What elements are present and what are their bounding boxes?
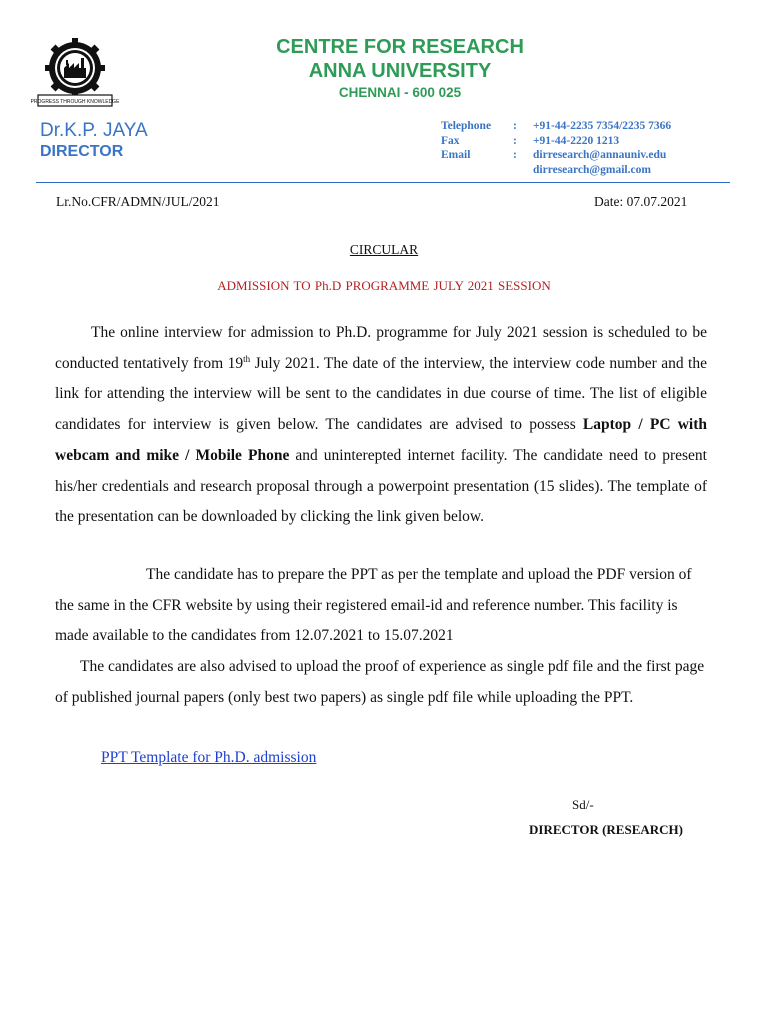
body-paragraph-1 xyxy=(55,318,707,533)
logo-motto: PROGRESS THROUGH KNOWLEDGE xyxy=(30,99,120,105)
contact-label: Email xyxy=(441,149,471,161)
contact-row-fax xyxy=(441,134,671,149)
university-title: ANNA UNIVERSITY xyxy=(308,60,492,82)
contact-label: Telephone xyxy=(441,120,492,132)
circular-heading: CIRCULAR xyxy=(349,242,419,257)
signatory-designation: DIRECTOR (RESEARCH) xyxy=(529,822,683,837)
circular-date: Date: 07.07.2021 xyxy=(594,194,688,209)
device-requirements: Laptop / PC with webcam and mike / Mobile Phone xyxy=(55,416,707,464)
director-name: Dr.K.P. JAYA xyxy=(40,120,148,141)
signature-mark: Sd/- xyxy=(572,797,594,812)
university-logo xyxy=(30,38,120,108)
ordinal-suffix: th xyxy=(243,353,251,364)
contact-value: +91-44-2220 1213 xyxy=(533,134,620,147)
contact-row-telephone xyxy=(441,119,671,134)
contact-value: dirresearch@annauniv.edu xyxy=(533,149,667,161)
paragraph-text: July 2021. The date of the interview, the interview code number and the link for attending the interview will be sent to the candidates in due course of time. The list of eligible candidates for interview is given below. The candidates are advised to possess xyxy=(55,354,707,434)
paragraph-text: The online interview for admission to Ph.D. programme for July 2021 session is scheduled to be conducted tentatively from 19 xyxy=(55,324,707,372)
contact-row-email-alt xyxy=(441,163,671,178)
paragraph-text: and uninterepted internet facility. The candidate need to present his/her credentials and research proposal through a powerpoint presentation (15 slides). The template of the presentation can be downloaded by clicking the link given below. xyxy=(55,446,707,526)
circular-subject: ADMISSION TO Ph.D PROGRAMME JULY 2021 SESSION xyxy=(217,278,551,293)
contact-separator: : xyxy=(513,120,517,132)
contact-value: +91-44-2235 7354/2235 7366 xyxy=(533,120,672,132)
director-title: DIRECTOR xyxy=(40,143,124,160)
body-paragraph-3: The candidates are also advised to upload the proof of experience as single pdf file and the first page of published journal papers (only best two papers) as single pdf file while uploading the PPT. xyxy=(55,658,705,706)
contact-row-email xyxy=(441,148,671,163)
header-divider xyxy=(36,182,730,183)
contact-label xyxy=(441,163,513,178)
contact-block xyxy=(441,119,671,177)
centre-title: CENTRE FOR RESEARCH xyxy=(276,36,524,58)
ppt-template-link[interactable]: PPT Template for Ph.D. admission xyxy=(101,749,317,766)
reference-number: Lr.No.CFR/ADMN/JUL/2021 xyxy=(56,194,220,209)
body-paragraph-2: The candidate has to prepare the PPT as per the template and upload the PDF version of the same in the CFR website by using their registered email-id and reference number. This facility is made available to the candidates from 12.07.2021 to 15.07.2021 xyxy=(55,566,692,645)
contact-separator xyxy=(513,163,533,178)
contact-separator: : xyxy=(513,134,517,147)
university-address: CHENNAI - 600 025 xyxy=(338,85,462,100)
gear-emblem-icon xyxy=(30,38,120,108)
contact-value: dirresearch@gmail.com xyxy=(533,163,651,176)
contact-separator: : xyxy=(513,149,517,161)
contact-label: Fax xyxy=(441,134,460,147)
